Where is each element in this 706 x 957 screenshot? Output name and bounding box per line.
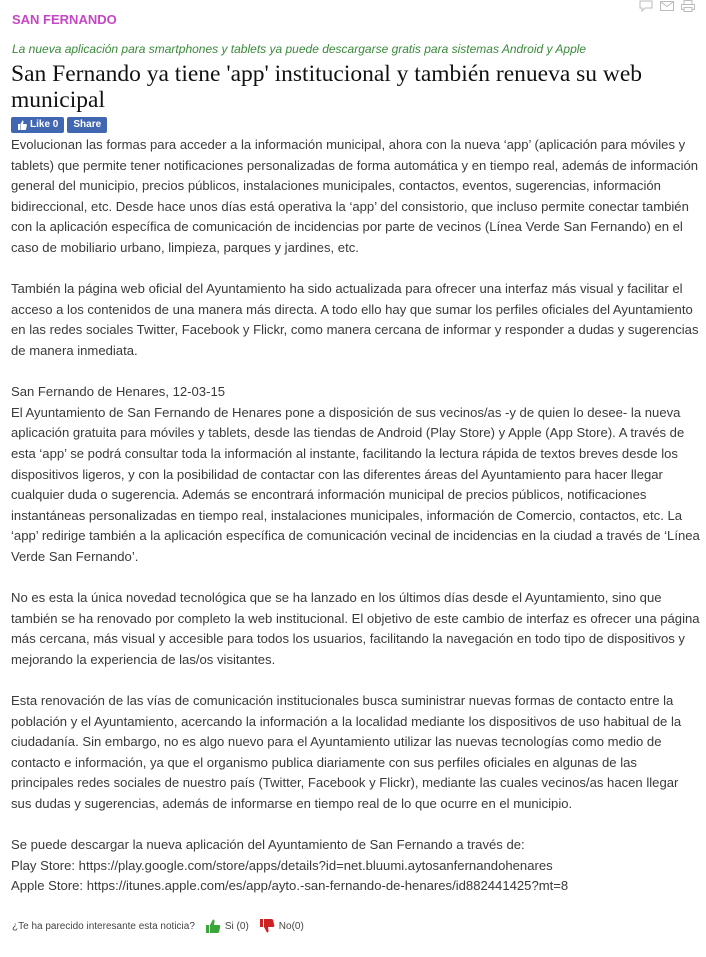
article-paragraph: No es esta la única novedad tecnológica que se ha lanzado en los últimos días desde el Ayuntamiento, sino que también se ha renovado por completo la web institucional. El objetivo de este cambio de interfaz es ofrecer una página más cercana, más visual y accesible para todos los usuarios, facilitando la navegación en todo tipo de dispositivos y mejorando la experiencia de las/os visitantes. — [11, 590, 700, 667]
article-paragraph: También la página web oficial del Ayuntamiento ha sido actualizada para ofrecer una interfaz más visual y facilitar el acceso a los contenidos de una manera más directa. A todo ello hay que sumar los perfiles oficiales del Ayuntamiento en las redes sociales Twitter, Facebook y Flickr, como manera cercana de informar y responder a dudas y sugerencias de manera inmediata. — [11, 281, 699, 358]
like-label: Like 0 — [30, 119, 59, 130]
article-subtitle: La nueva aplicación para smartphones y tablets ya puede descargarse gratis para sistemas Android y Apple — [12, 42, 587, 56]
share-button[interactable] — [67, 117, 107, 133]
vote-no-button[interactable] — [259, 919, 304, 933]
social-buttons — [11, 117, 107, 133]
apple-store-link: Apple Store: https://itunes.apple.com/es/app/ayto.-san-fernando-de-henares/id882441425?mt=8 — [11, 878, 569, 894]
article-paragraph: El Ayuntamiento de San Fernando de Henares pone a disposición de sus vecinos/as -y de quien lo desee- la nueva aplicación gratuita para móviles y tablets, desde las tiendas de Android (Play Store) y Apple (App Store). A través de esta ‘app’ se podrá consultar toda la información al instante, facilitando la lectura rápida de textos breves desde los dispositivos ligeros, y con la posibilidad de contactar con las diferentes áreas del Ayuntamiento para hacer llegar cualquier duda o sugerencia. Además se encontrará información municipal de precios públicos, notificaciones instantáneas personalizadas en tiempo real, instalaciones municipales, información de Comercio, contactos, etc. La ‘app’ redirige también a la aplicación específica de comunicación vecinal de incidencias en la ciudad a través de ‘Línea Verde San Fernando’. — [11, 404, 700, 564]
feedback-question: ¿Te ha parecido interesante esta noticia? — [12, 920, 195, 932]
play-store-link: Play Store: https://play.google.com/store/apps/details?id=net.bluumi.aytosanfernandohenares — [11, 857, 553, 873]
feedback-bar — [12, 919, 304, 933]
article-paragraph: Evolucionan las formas para acceder a la información municipal, ahora con la nueva ‘app’ (aplicación para móviles y tablets) que permite tener notificaciones personalizadas de forma automática y en tiempo real, además de información general del municipio, precios públicos, instalaciones municipales, contactos, eventos, sugerencias, información bidireccional, etc. Desde hace unos días está operativa la ‘app’ del consistorio, que incluso permite conectar también con la aplicación específica de comunicación de incidencias por parte de vecinos (Línea Verde San Fernando) en el caso de mobiliario urbano, limpieza, parques y jardines, etc. — [11, 137, 699, 255]
print-icon[interactable] — [680, 0, 696, 12]
thumbs-up-icon — [17, 120, 27, 130]
share-label: Share — [73, 119, 102, 130]
download-intro: Se puede descargar la nueva aplicación del Ayuntamiento de San Fernando a través de: — [11, 837, 525, 853]
article-title: San Fernando ya tiene 'app' institucional y también renueva su web municipal — [11, 61, 643, 113]
section-label: SAN FERNANDO — [12, 12, 117, 27]
email-icon[interactable] — [659, 0, 675, 12]
vote-yes-label: Si (0) — [224, 920, 249, 932]
vote-no-label: No(0) — [278, 920, 304, 932]
like-button[interactable] — [11, 117, 64, 133]
comment-icon[interactable] — [638, 0, 654, 12]
article-body — [11, 135, 701, 897]
article-dateline: San Fernando de Henares, 12-03-15 — [11, 384, 226, 400]
article-paragraph: Esta renovación de las vías de comunicación institucionales busca suministrar nuevas formas de contacto entre la población y el Ayuntamiento, acercando la información a la localidad mediante los dispositivos de uso habitual de la ciudadanía. Sin embargo, no es algo nuevo para el Ayuntamiento utilizar las nuevas tecnologías como medio de contacto e información, ya que el organismo publica diariamente con sus perfiles oficiales en algunas de las principales redes sociales de nuestro país (Twitter, Facebook y Flickr), mediante las cuales vecinos/as hacen llegar sus dudas y sugerencias, además de informarse en tiempo real de lo que ocurre en el municipio. — [11, 693, 682, 811]
thumbs-down-icon — [259, 919, 275, 933]
vote-yes-button[interactable] — [205, 919, 249, 933]
thumbs-up-icon — [205, 919, 221, 933]
article-tools — [638, 0, 696, 12]
